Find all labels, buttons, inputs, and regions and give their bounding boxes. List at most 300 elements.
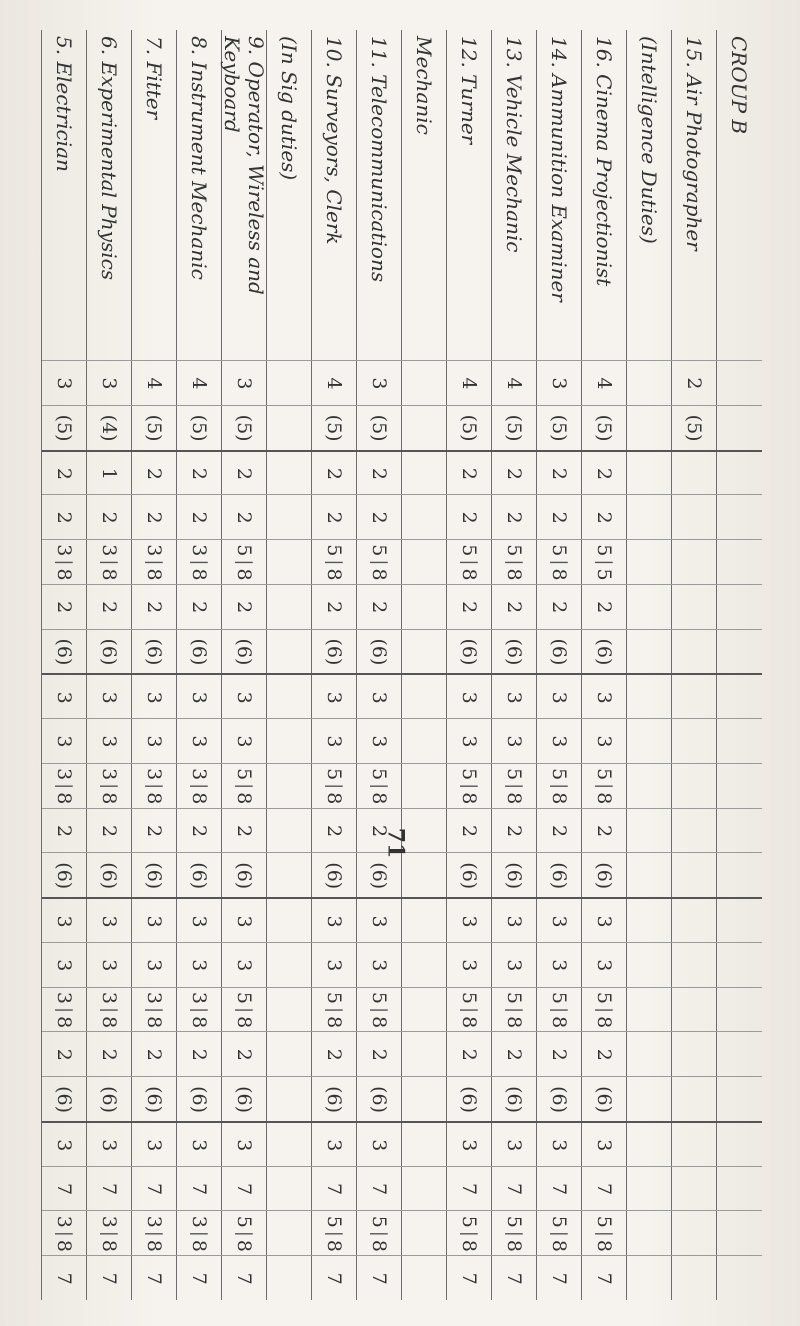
- table-cell: (6): [87, 1076, 132, 1122]
- table-cell: (6): [312, 1076, 357, 1122]
- table-cell: [627, 450, 672, 497]
- table-cell: 2: [222, 584, 267, 630]
- split-divider: |: [594, 783, 615, 790]
- table-cell: 2: [132, 1031, 177, 1077]
- table-cell: [627, 987, 672, 1033]
- table-cell: 3: [447, 1121, 492, 1168]
- table-cell: [42, 539, 87, 585]
- table-cell: [402, 539, 447, 585]
- split-value-right: 8: [323, 1239, 346, 1252]
- table-row: [131, 30, 177, 1300]
- table-cell: (5): [312, 405, 357, 451]
- table-cell: [267, 987, 312, 1033]
- table-cell: 2: [357, 450, 402, 497]
- split-divider: |: [234, 783, 255, 790]
- table-cell: [672, 584, 717, 630]
- table-cell: (5): [537, 405, 582, 451]
- split-value: [369, 768, 391, 804]
- table-cell: [267, 763, 312, 809]
- table-cell: [672, 718, 717, 764]
- table-cell: 3: [582, 1121, 627, 1168]
- table-cell: [717, 673, 762, 720]
- split-value-left: 3: [98, 544, 121, 557]
- split-divider: |: [549, 1230, 570, 1237]
- rates-table: [42, 30, 762, 1300]
- table-cell: [447, 987, 492, 1033]
- table-cell: [582, 1210, 627, 1256]
- table-row: [311, 30, 357, 1300]
- table-cell: [627, 584, 672, 630]
- table-cell: 7: [357, 1255, 402, 1301]
- table-cell: 7: [222, 1255, 267, 1301]
- row-label: Mechanic: [412, 36, 437, 135]
- split-value-right: 8: [503, 1239, 526, 1252]
- table-cell: (5): [447, 405, 492, 451]
- split-value-right: 8: [548, 792, 571, 805]
- table-row: [446, 30, 492, 1300]
- table-cell: 2: [582, 450, 627, 497]
- table-cell: 2: [447, 450, 492, 497]
- table-cell: [627, 808, 672, 854]
- split-value-right: 8: [143, 568, 166, 581]
- table-cell: (6): [42, 1076, 87, 1122]
- table-cell: [627, 942, 672, 988]
- split-value-left: 3: [143, 991, 166, 1004]
- table-cell: [717, 1076, 762, 1122]
- split-value: [369, 544, 391, 580]
- table-cell: [132, 1210, 177, 1256]
- split-value: [144, 768, 166, 804]
- table-cell: [177, 1210, 222, 1256]
- split-value-right: 8: [593, 792, 616, 805]
- split-divider: |: [369, 1006, 390, 1014]
- table-cell: 3: [492, 718, 537, 764]
- table-cell: 2: [357, 494, 402, 540]
- table-cell: [717, 808, 762, 854]
- table-cell: [402, 584, 447, 630]
- table-cell: 3: [222, 897, 267, 944]
- table-cell: 3: [312, 897, 357, 944]
- table-cell: 3: [312, 942, 357, 988]
- table-cell: (6): [132, 852, 177, 898]
- table-cell: 7: [132, 1166, 177, 1212]
- table-cell: [627, 852, 672, 898]
- table-cell: 7: [357, 1166, 402, 1212]
- table-cell: [267, 1166, 312, 1212]
- split-value-right: 8: [323, 568, 346, 581]
- table-cell: [447, 539, 492, 585]
- split-divider: |: [549, 783, 570, 790]
- table-cell: [717, 584, 762, 630]
- table-row: [266, 30, 312, 1300]
- split-value: [369, 1216, 391, 1252]
- table-cell: [447, 1210, 492, 1256]
- row-label: 15. Air Photographer: [682, 36, 707, 251]
- table-row: [176, 30, 222, 1300]
- table-cell: 2: [132, 494, 177, 540]
- row-label: 11. Telecommunications: [367, 36, 392, 283]
- row-label: 6. Experimental Physics: [97, 36, 122, 281]
- table-cell: 2: [87, 808, 132, 854]
- table-cell: [537, 539, 582, 585]
- table-cell: [87, 763, 132, 809]
- split-value-right: 8: [368, 1016, 391, 1029]
- table-cell: 3: [222, 673, 267, 720]
- table-cell: (5): [672, 405, 717, 451]
- split-value-left: 3: [98, 1215, 121, 1228]
- table-cell: (6): [132, 1076, 177, 1122]
- table-cell: 7: [132, 1255, 177, 1301]
- split-value-right: 8: [188, 1239, 211, 1252]
- table-cell: 2: [87, 584, 132, 630]
- table-cell: 3: [492, 673, 537, 720]
- table-cell: [357, 1210, 402, 1256]
- split-value-right: 8: [368, 1239, 391, 1252]
- table-cell: 3: [42, 942, 87, 988]
- split-value: [144, 992, 166, 1028]
- table-cell: 2: [177, 584, 222, 630]
- table-cell: 3: [492, 1121, 537, 1168]
- table-cell: (4): [87, 405, 132, 451]
- split-value: [459, 768, 481, 804]
- table-cell: (6): [312, 852, 357, 898]
- table-cell: [537, 1210, 582, 1256]
- split-value-left: 5: [323, 1215, 346, 1228]
- split-value-right: 8: [458, 1239, 481, 1252]
- table-cell: 2: [357, 808, 402, 854]
- split-value: [54, 1216, 76, 1252]
- table-cell: [672, 1031, 717, 1077]
- table-cell: 7: [447, 1255, 492, 1301]
- table-cell: 2: [537, 450, 582, 497]
- split-value-left: 5: [458, 1215, 481, 1228]
- table-cell: 2: [312, 1031, 357, 1077]
- table-cell: 4: [492, 360, 537, 406]
- split-value-left: 3: [188, 544, 211, 557]
- split-divider: |: [459, 559, 480, 566]
- table-cell: [402, 763, 447, 809]
- table-cell: 7: [87, 1166, 132, 1212]
- table-cell: [627, 1210, 672, 1256]
- table-row: [356, 30, 402, 1300]
- table-cell: [672, 808, 717, 854]
- table-cell: 3: [537, 718, 582, 764]
- table-cell: [267, 673, 312, 720]
- table-cell: 3: [87, 718, 132, 764]
- table-cell: 2: [492, 808, 537, 854]
- row-label: 12. Turner: [457, 36, 482, 145]
- split-value: [189, 768, 211, 804]
- table-cell: 2: [582, 494, 627, 540]
- table-cell: 3: [312, 673, 357, 720]
- table-cell: 3: [87, 1121, 132, 1168]
- split-value: [54, 992, 76, 1028]
- table-cell: [582, 987, 627, 1033]
- table-cell: [402, 897, 447, 944]
- split-value-left: 5: [323, 991, 346, 1004]
- split-value: [504, 544, 526, 580]
- table-row: [581, 30, 627, 1300]
- table-cell: 3: [222, 718, 267, 764]
- split-value: [594, 1216, 616, 1252]
- split-divider: |: [324, 1006, 345, 1014]
- split-value: [189, 1216, 211, 1252]
- table-cell: [627, 360, 672, 406]
- table-cell: 3: [492, 942, 537, 988]
- table-cell: [267, 852, 312, 898]
- table-cell: [627, 718, 672, 764]
- table-cell: (6): [582, 629, 627, 675]
- split-value: [189, 992, 211, 1028]
- table-cell: [672, 763, 717, 809]
- split-value-right: 8: [458, 1016, 481, 1029]
- table-cell: 3: [312, 1121, 357, 1168]
- table-cell: (5): [222, 405, 267, 451]
- table-cell: [177, 763, 222, 809]
- table-cell: [402, 450, 447, 497]
- split-value: [549, 544, 571, 580]
- table-cell: [717, 1121, 762, 1168]
- table-cell: 3: [537, 1121, 582, 1168]
- split-value: [594, 544, 616, 580]
- split-divider: |: [99, 783, 120, 790]
- split-value-left: 3: [188, 991, 211, 1004]
- table-cell: 2: [177, 808, 222, 854]
- table-cell: [672, 1166, 717, 1212]
- row-label: 7. Fitter: [142, 36, 167, 120]
- table-row: [401, 30, 447, 1300]
- table-cell: (5): [42, 405, 87, 451]
- table-cell: [627, 763, 672, 809]
- table-cell: [537, 987, 582, 1033]
- split-divider: |: [459, 1230, 480, 1237]
- split-divider: |: [144, 1006, 165, 1014]
- table-cell: [492, 539, 537, 585]
- split-value: [324, 544, 346, 580]
- split-value-left: 5: [233, 991, 256, 1004]
- table-cell: (6): [177, 1076, 222, 1122]
- table-cell: 2: [357, 1031, 402, 1077]
- row-label: CROUP B: [727, 36, 752, 135]
- split-divider: |: [234, 1006, 255, 1014]
- table-cell: [267, 1255, 312, 1301]
- split-divider: |: [234, 559, 255, 566]
- split-value: [459, 544, 481, 580]
- table-cell: 2: [537, 584, 582, 630]
- table-cell: [177, 987, 222, 1033]
- table-cell: 2: [537, 494, 582, 540]
- table-cell: [627, 1031, 672, 1077]
- table-cell: [717, 1166, 762, 1212]
- row-label: 10. Surveyors, Clerk: [322, 36, 347, 245]
- split-value-right: 8: [143, 792, 166, 805]
- table-cell: 2: [312, 450, 357, 497]
- split-value-right: 8: [98, 1016, 121, 1029]
- table-cell: 2: [357, 584, 402, 630]
- table-cell: [672, 539, 717, 585]
- table-cell: 4: [177, 360, 222, 406]
- table-cell: 2: [582, 584, 627, 630]
- table-cell: 3: [357, 897, 402, 944]
- table-cell: (6): [492, 629, 537, 675]
- table-cell: [402, 1076, 447, 1122]
- table-cell: [717, 629, 762, 675]
- table-cell: 7: [42, 1166, 87, 1212]
- split-value: [99, 992, 121, 1028]
- split-value-left: 5: [323, 768, 346, 781]
- split-value-right: 8: [503, 792, 526, 805]
- table-cell: 3: [492, 897, 537, 944]
- table-cell: (6): [222, 1076, 267, 1122]
- split-value: [54, 544, 76, 580]
- table-cell: (6): [492, 852, 537, 898]
- split-value-right: 8: [188, 792, 211, 805]
- table-cell: 3: [42, 1121, 87, 1168]
- table-cell: [267, 942, 312, 988]
- table-cell: (6): [537, 629, 582, 675]
- table-cell: [402, 1031, 447, 1077]
- table-cell: [492, 1210, 537, 1256]
- split-value: [324, 992, 346, 1028]
- table-cell: (6): [447, 629, 492, 675]
- split-value-right: 8: [548, 1016, 571, 1029]
- table-cell: 3: [177, 1121, 222, 1168]
- table-cell: [42, 1210, 87, 1256]
- table-cell: [672, 897, 717, 944]
- split-divider: |: [54, 559, 75, 566]
- split-value-right: 8: [143, 1016, 166, 1029]
- table-cell: [87, 539, 132, 585]
- split-value-right: 8: [98, 1239, 121, 1252]
- table-row: [491, 30, 537, 1300]
- table-cell: 2: [42, 450, 87, 497]
- table-cell: [717, 405, 762, 451]
- split-divider: |: [99, 559, 120, 566]
- table-cell: [672, 673, 717, 720]
- split-divider: |: [99, 1006, 120, 1014]
- table-cell: 3: [357, 1121, 402, 1168]
- split-value-left: 5: [548, 1215, 571, 1228]
- split-divider: |: [594, 1230, 615, 1237]
- table-cell: 2: [177, 1031, 222, 1077]
- table-cell: 7: [87, 1255, 132, 1301]
- table-cell: [672, 450, 717, 497]
- split-value-right: 8: [593, 1239, 616, 1252]
- table-cell: 2: [42, 494, 87, 540]
- split-value-right: 8: [548, 568, 571, 581]
- split-value-right: 8: [233, 792, 256, 805]
- table-cell: [132, 763, 177, 809]
- table-cell: 2: [222, 450, 267, 497]
- split-value-left: 5: [233, 1215, 256, 1228]
- page-number: 71: [382, 827, 409, 859]
- table-cell: [267, 1076, 312, 1122]
- table-cell: [672, 1121, 717, 1168]
- table-cell: [312, 987, 357, 1033]
- table-cell: 2: [42, 584, 87, 630]
- table-cell: [402, 942, 447, 988]
- table-cell: (5): [492, 405, 537, 451]
- split-value-left: 3: [143, 544, 166, 557]
- table-cell: 2: [447, 494, 492, 540]
- table-cell: 3: [447, 673, 492, 720]
- table-cell: 3: [357, 673, 402, 720]
- split-value-left: 5: [503, 544, 526, 557]
- table-cell: [717, 1255, 762, 1301]
- split-divider: |: [324, 783, 345, 790]
- table-cell: 2: [537, 808, 582, 854]
- table-cell: 3: [357, 718, 402, 764]
- split-value: [189, 544, 211, 580]
- split-value-left: 3: [98, 768, 121, 781]
- table-cell: 3: [87, 942, 132, 988]
- row-label: 16. Cinema Projectionist: [592, 36, 617, 287]
- table-cell: [627, 673, 672, 720]
- table-cell: 7: [537, 1255, 582, 1301]
- table-cell: [717, 942, 762, 988]
- table-cell: [267, 450, 312, 497]
- table-cell: 4: [447, 360, 492, 406]
- table-cell: [717, 494, 762, 540]
- split-divider: |: [504, 783, 525, 790]
- table-cell: [627, 539, 672, 585]
- table-cell: [717, 718, 762, 764]
- table-cell: [672, 1255, 717, 1301]
- table-cell: [357, 539, 402, 585]
- table-cell: (6): [87, 629, 132, 675]
- table-cell: (6): [537, 852, 582, 898]
- table-cell: 2: [177, 450, 222, 497]
- table-cell: (6): [447, 1076, 492, 1122]
- table-cell: [267, 1210, 312, 1256]
- table-cell: (6): [357, 852, 402, 898]
- split-value-right: 8: [188, 568, 211, 581]
- split-value-right: 8: [53, 792, 76, 805]
- table-cell: [267, 1121, 312, 1168]
- table-cell: (6): [177, 629, 222, 675]
- table-cell: 3: [87, 360, 132, 406]
- split-value: [459, 1216, 481, 1252]
- split-value-left: 5: [503, 991, 526, 1004]
- table-row: [626, 30, 672, 1300]
- table-cell: 2: [672, 360, 717, 406]
- table-cell: [87, 1210, 132, 1256]
- split-value-left: 5: [593, 768, 616, 781]
- table-cell: 2: [222, 808, 267, 854]
- split-divider: |: [369, 783, 390, 790]
- split-value: [234, 992, 256, 1028]
- split-value: [549, 768, 571, 804]
- table-row: [221, 30, 267, 1300]
- table-cell: 2: [447, 584, 492, 630]
- split-value: [594, 768, 616, 804]
- table-cell: 3: [222, 942, 267, 988]
- table-cell: [717, 450, 762, 497]
- split-value-left: 5: [458, 768, 481, 781]
- table-cell: [402, 1210, 447, 1256]
- table-cell: 7: [492, 1166, 537, 1212]
- table-row: [86, 30, 132, 1300]
- table-cell: 2: [42, 808, 87, 854]
- table-cell: [402, 405, 447, 451]
- table-cell: [267, 808, 312, 854]
- split-value-right: 8: [368, 568, 391, 581]
- split-value: [594, 992, 616, 1028]
- table-cell: [42, 763, 87, 809]
- split-value-right: 8: [233, 568, 256, 581]
- table-cell: (6): [357, 1076, 402, 1122]
- split-value-left: 3: [53, 544, 76, 557]
